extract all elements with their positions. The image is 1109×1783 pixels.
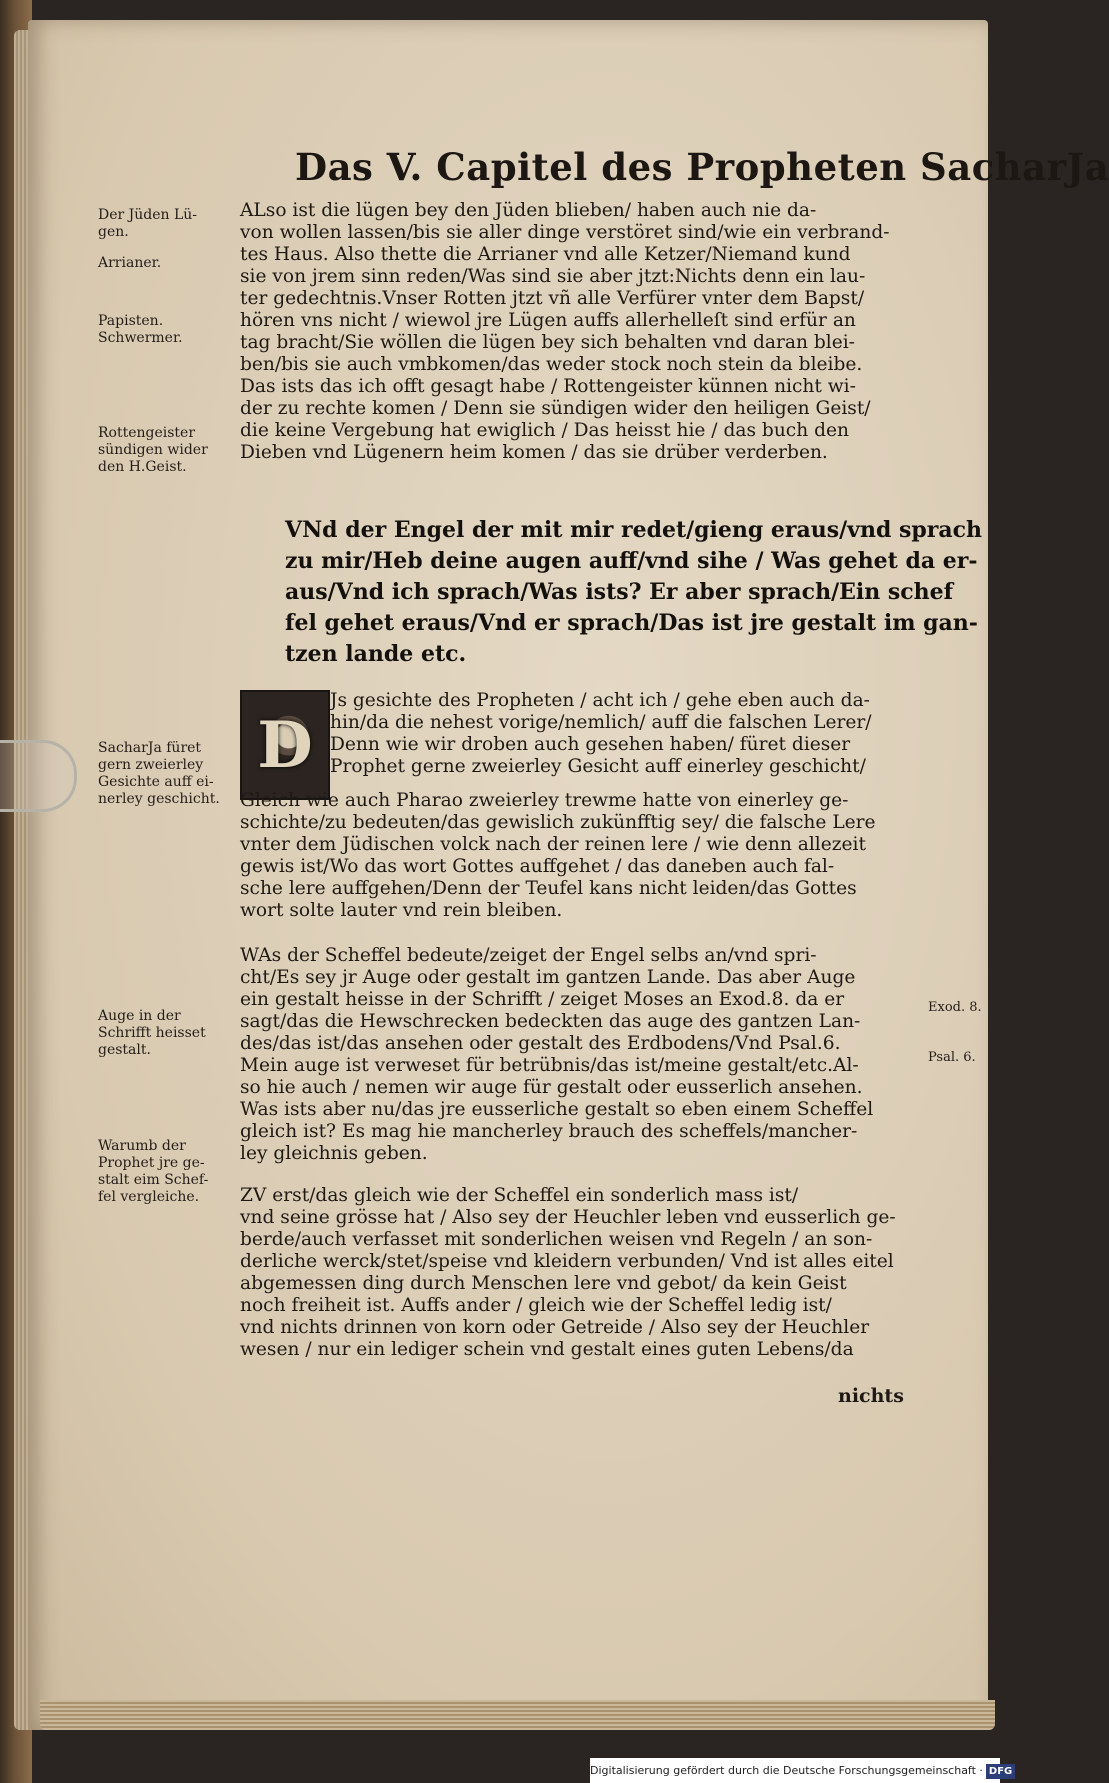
text-line: sche lere auffgehen/Denn der Teufel kans nicht leiden/das Gottes — [240, 878, 857, 899]
text-line: des/das ist/das ansehen oder gestalt des Erdbodens/Vnd Psal.6. — [240, 1033, 841, 1054]
text-line: gleich ist? Es mag hie mancherley brauch des scheffels/mancher- — [240, 1121, 858, 1142]
text-line: tes Haus. Also thette die Arrianer vnd alle Ketzer/Niemand kund — [240, 244, 851, 265]
decorated-initial — [240, 690, 330, 800]
page-title: Das V. Capitel des Propheten SacharJa — [295, 145, 1109, 189]
text-line: so hie auch / nemen wir auge für gestalt oder eusserlich ansehen. — [240, 1077, 863, 1098]
footer-text: Digitalisierung gefördert durch die Deutsche Forschungsgemeinschaft · — [590, 1764, 983, 1777]
text-line: berde/auch verfasset mit sonderlichen weisen vnd Regeln / an son- — [240, 1229, 873, 1250]
text-line: ben/bis sie auch vmbkomen/das weder stock noch stein da bleibe. — [240, 354, 863, 375]
text-line: abgemessen ding durch Menschen lere vnd gebot/ da kein Geist — [240, 1273, 847, 1294]
bookmark-clip — [0, 740, 77, 812]
margin-note-papisten: Papisten. Schwermer. — [98, 313, 183, 346]
text-line: tag bracht/Sie wöllen die lügen bey sich behalten vnd daran blei- — [240, 332, 855, 353]
text-line: ter gedechtnis.Vnser Rotten jtzt vñ alle Verfürer vnter dem Bapst/ — [240, 288, 865, 309]
margin-note-jueden-luegen: Der Jüden Lü- gen. — [98, 207, 198, 240]
right-note-exod: Exod. 8. — [928, 1000, 982, 1015]
digitization-footer — [590, 1758, 1013, 1783]
text-line: sagt/das die Hewschrecken bedeckten das auge des gantzen Lan- — [240, 1011, 861, 1032]
initial-letter: D — [257, 707, 313, 783]
paragraph-1 — [240, 200, 920, 464]
text-line: Gleich wie auch Pharao zweierley trewme hatte von einerley ge- — [240, 790, 849, 811]
text-line: wesen / nur ein lediger schein vnd gestalt eines guten Lebens/da — [240, 1339, 854, 1360]
text-line: gewis ist/Wo das wort Gottes auffgehet / das daneben auch fal- — [240, 856, 835, 877]
text-line: derliche werck/stet/speise vnd kleidern verbunden/ Vnd ist alles eitel — [240, 1251, 894, 1272]
paragraph-2-indented — [330, 690, 920, 778]
text-line: die keine Vergebung hat ewiglich / Das heisst hie / das buch den — [240, 420, 849, 441]
text-line: Was ists aber nu/das jre eusserliche gestalt so eben einem Scheffel — [240, 1099, 874, 1120]
text-line: hören vns nicht / wiewol jre Lügen auffs allerhelleſt sind erfür an — [240, 310, 856, 331]
text-line: sie von jrem sinn reden/Was sind sie aber jtzt:Nichts denn ein lau- — [240, 266, 866, 287]
text-line: ein gestalt heisse in der Schrifft / zeiget Moses an Exod.8. da er — [240, 989, 845, 1010]
verse-line: zu mir/Heb deine augen auff/vnd sihe / Was gehet da er- — [285, 548, 978, 574]
text-line: Prophet gerne zweierley Gesicht auff einerley geschicht/ — [330, 756, 866, 777]
text-line: vnd seine grösse hat / Also sey der Heuchler leben vnd eusserlich ge- — [240, 1207, 896, 1228]
text-line: hin/da die nehest vorige/nemlich/ auff die falschen Lerer/ — [330, 712, 872, 733]
text-line: vnter dem Jüdischen volck nach der reinen lere / wie denn allezeit — [240, 834, 866, 855]
text-line: von wollen lassen/bis sie aller dinge verstöret sind/wie ein verbrand- — [240, 222, 890, 243]
text-line: ALso ist die lügen bey den Jüden blieben/ haben auch nie da- — [240, 200, 817, 221]
right-note-psal: Psal. 6. — [928, 1050, 976, 1065]
paragraph-4 — [240, 1185, 920, 1361]
text-line: schichte/zu bedeuten/das gewislich zukünfftig sey/ die falsche Lere — [240, 812, 876, 833]
scripture-verse — [285, 515, 983, 670]
text-line: Dieben vnd Lügenern heim komen / das sie drüber verderben. — [240, 442, 828, 463]
margin-note-arrianer: Arrianer. — [98, 255, 162, 271]
paragraph-3 — [240, 945, 920, 1165]
text-line: Mein auge ist verweset für betrübnis/das ist/meine gestalt/etc.Al- — [240, 1055, 859, 1076]
text-line: WAs der Scheffel bedeute/zeiget der Engel selbs an/vnd spri- — [240, 945, 817, 966]
verse-line: VNd der Engel der mit mir redet/gieng eraus/vnd sprach — [285, 517, 983, 543]
text-line: ley gleichnis geben. — [240, 1143, 428, 1164]
text-line: noch freiheit ist. Auffs ander / gleich wie der Scheffel ledig ist/ — [240, 1295, 832, 1316]
verse-line: tzen lande etc. — [285, 641, 467, 667]
text-line: vnd nichts drinnen von korn oder Getreide / Also sey der Heuchler — [240, 1317, 870, 1338]
dfg-logo: DFG — [986, 1764, 1015, 1779]
text-line: Js gesichte des Propheten / acht ich / gehe eben auch da- — [330, 690, 870, 711]
margin-note-rottengeister: Rottengeister sündigen wider den H.Geist. — [98, 425, 208, 475]
text-line: cht/Es sey jr Auge oder gestalt im gantzen Lande. Das aber Auge — [240, 967, 856, 988]
text-line: Denn wie wir droben auch gesehen haben/ füret dieser — [330, 734, 851, 755]
catchword: nichts — [838, 1385, 904, 1407]
margin-note-auge: Auge in der Schrifft heisset gestalt. — [98, 1008, 206, 1058]
text-line: ZV erst/das gleich wie der Scheffel ein sonderlich mass ist/ — [240, 1185, 799, 1206]
text-line: wort solte lauter vnd rein bleiben. — [240, 900, 563, 921]
text-line: der zu rechte komen / Denn sie sündigen wider den heiligen Geist/ — [240, 398, 871, 419]
verse-line: aus/Vnd ich sprach/Was ists? Er aber sprach/Ein schef — [285, 579, 954, 605]
margin-note-sacharja: SacharJa füret gern zweierley Gesichte auff ei- nerley geschicht. — [98, 740, 220, 807]
text-line: Das ists das ich offt gesagt habe / Rottengeister künnen nicht wi- — [240, 376, 856, 397]
initial-ornament — [248, 698, 322, 792]
margin-note-warumb: Warumb der Prophet jre ge- stalt eim Schef- fel vergleiche. — [98, 1138, 209, 1205]
page-bottom-edge — [40, 1700, 995, 1730]
paragraph-2 — [240, 790, 920, 922]
verse-line: fel gehet eraus/Vnd er sprach/Das ist jre gestalt im gan- — [285, 610, 978, 636]
